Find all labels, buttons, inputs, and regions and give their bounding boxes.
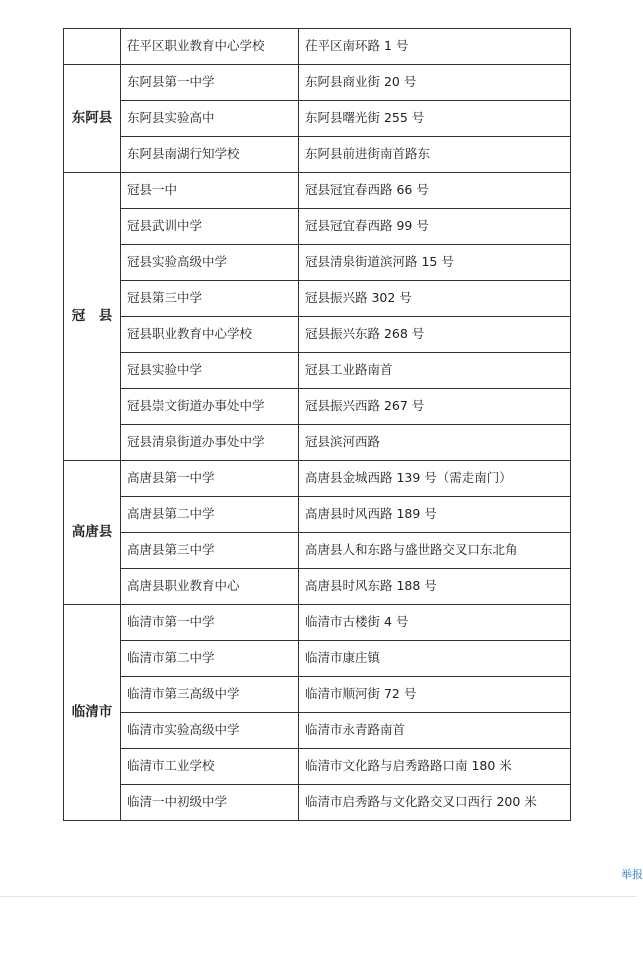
table-row [64,749,571,785]
school-address-cell: 临清市古楼街 4 号 [299,605,571,641]
school-address-cell: 临清市启秀路与文化路交叉口西行 200 米 [299,785,571,821]
school-address-cell: 冠县清泉街道滨河路 15 号 [299,245,571,281]
school-address-cell: 高唐县金城西路 139 号（需走南门） [299,461,571,497]
school-name-cell: 高唐县职业教育中心 [121,569,299,605]
school-name-cell: 冠县实验中学 [121,353,299,389]
school-name-cell: 茌平区职业教育中心学校 [121,29,299,65]
school-name-cell: 冠县一中 [121,173,299,209]
school-name-cell: 冠县职业教育中心学校 [121,317,299,353]
school-name-cell: 东阿县第一中学 [121,65,299,101]
table-row [64,101,571,137]
table-row [64,533,571,569]
table-row [64,317,571,353]
school-address-table [63,28,571,821]
school-address-cell: 临清市康庄镇 [299,641,571,677]
school-name-cell: 冠县崇文街道办事处中学 [121,389,299,425]
county-cell [64,29,121,65]
report-link[interactable]: 举报 [621,868,643,881]
school-address-cell: 冠县振兴路 302 号 [299,281,571,317]
school-name-cell: 冠县武训中学 [121,209,299,245]
county-cell: 东阿县 [64,65,121,173]
table-row [64,785,571,821]
school-address-cell: 冠县冠宜春西路 99 号 [299,209,571,245]
school-name-cell: 东阿县南湖行知学校 [121,137,299,173]
table-row [64,353,571,389]
school-name-cell: 东阿县实验高中 [121,101,299,137]
school-address-cell: 临清市文化路与启秀路路口南 180 米 [299,749,571,785]
table-row [64,389,571,425]
table-row [64,677,571,713]
school-address-cell: 东阿县商业街 20 号 [299,65,571,101]
school-address-cell: 临清市永青路南首 [299,713,571,749]
table-row [64,713,571,749]
school-name-cell: 临清市第一中学 [121,605,299,641]
school-address-cell: 临清市顺河街 72 号 [299,677,571,713]
school-address-cell: 高唐县时风西路 189 号 [299,497,571,533]
school-name-cell: 高唐县第二中学 [121,497,299,533]
school-address-cell: 冠县振兴东路 268 号 [299,317,571,353]
school-name-cell: 临清市第三高级中学 [121,677,299,713]
table-body [64,29,571,821]
school-address-cell: 冠县工业路南首 [299,353,571,389]
table-row [64,137,571,173]
table-row [64,29,571,65]
school-address-cell: 东阿县前进街南首路东 [299,137,571,173]
school-name-cell: 冠县清泉街道办事处中学 [121,425,299,461]
school-address-cell: 高唐县时风东路 188 号 [299,569,571,605]
school-address-cell: 冠县滨河西路 [299,425,571,461]
school-name-cell: 冠县第三中学 [121,281,299,317]
table-row [64,641,571,677]
school-address-cell: 茌平区南环路 1 号 [299,29,571,65]
table-row [64,245,571,281]
table-row [64,425,571,461]
county-cell: 临清市 [64,605,121,821]
school-name-cell: 临清市工业学校 [121,749,299,785]
school-address-cell: 冠县振兴西路 267 号 [299,389,571,425]
school-name-cell: 临清一中初级中学 [121,785,299,821]
school-address-cell: 高唐县人和东路与盛世路交叉口东北角 [299,533,571,569]
school-name-cell: 冠县实验高级中学 [121,245,299,281]
table-row [64,173,571,209]
table-row [64,281,571,317]
school-name-cell: 高唐县第三中学 [121,533,299,569]
school-name-cell: 高唐县第一中学 [121,461,299,497]
school-address-cell: 东阿县曙光街 255 号 [299,101,571,137]
county-cell: 冠 县 [64,173,121,461]
table-row [64,65,571,101]
footer-divider [0,896,637,897]
county-cell: 高唐县 [64,461,121,605]
table-row [64,497,571,533]
table-row [64,569,571,605]
table-row [64,461,571,497]
table-row [64,209,571,245]
table-row [64,605,571,641]
school-name-cell: 临清市实验高级中学 [121,713,299,749]
school-name-cell: 临清市第二中学 [121,641,299,677]
school-address-cell: 冠县冠宜春西路 66 号 [299,173,571,209]
